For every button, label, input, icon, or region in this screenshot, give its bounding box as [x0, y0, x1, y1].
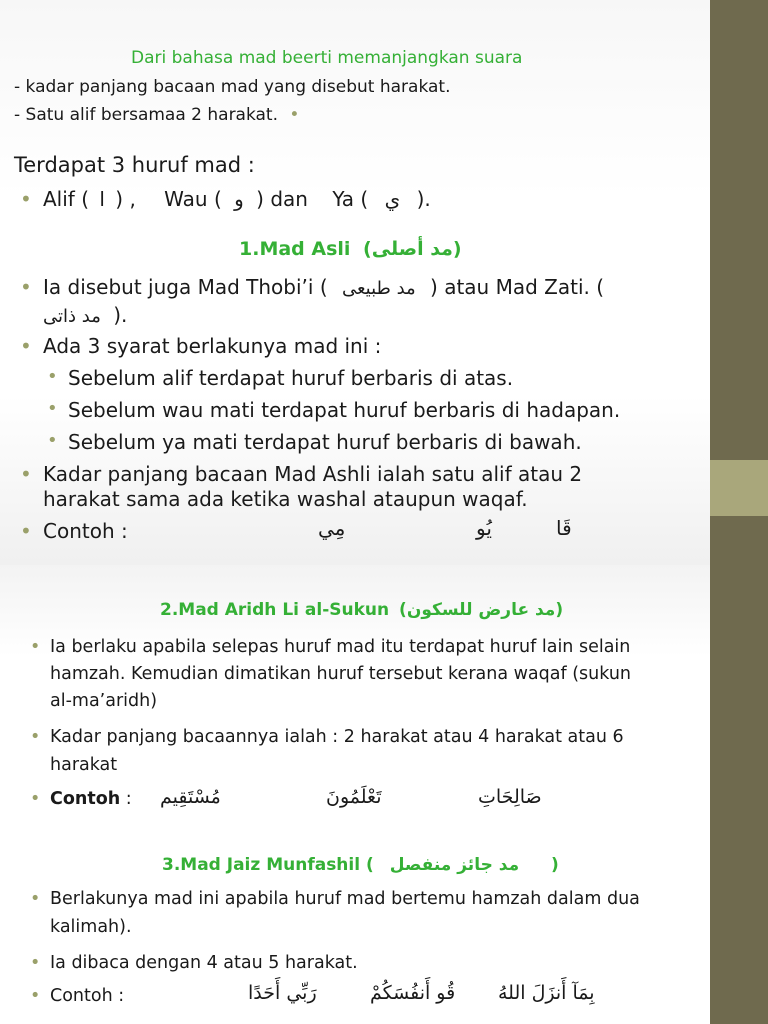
sub-bullet: •	[47, 366, 58, 387]
kadar-line-1: Kadar panjang bacaan Mad Ashli ialah satu alif atau 2	[43, 462, 583, 486]
sidebar-accent-block	[710, 460, 768, 516]
huruf-mad-list: Alif ( ا ) , Wau ( و ) dan Ya ( ي ).	[43, 187, 431, 211]
contoh-yu: يُو	[476, 516, 492, 540]
jaiz-contoh-label: Contoh :	[50, 986, 125, 1006]
jaiz-desc-2: kalimah).	[50, 917, 132, 937]
jaiz-contoh-qu: قُو أَنفُسَكُمْ	[370, 982, 456, 1004]
thobii-line-1: Ia disebut juga Mad Thobi’i ( مد طبيعى ) atau Mad Zati. (	[43, 275, 605, 299]
contoh-qa: قَا	[556, 516, 572, 540]
aridh-contoh-label: Contoh :	[50, 789, 132, 809]
trailing-bullet: •	[289, 105, 300, 125]
contoh-label: Contoh :	[43, 519, 128, 543]
contoh-mi: مِي	[318, 516, 346, 540]
slide-mad-aridh-jaiz	[0, 565, 710, 1024]
aridh-desc-3: al-ma’aridh)	[50, 691, 158, 711]
thobii-line-2: مد ذاتى ).	[43, 303, 128, 327]
aridh-kadar-1: Kadar panjang bacaannya ialah : 2 harakat atau 4 harakat atau 6	[50, 727, 624, 747]
bullet: •	[20, 462, 32, 486]
mad-asli-title: 1.Mad Asli (مد أصلى)	[239, 238, 462, 260]
sub-bullet: •	[47, 430, 58, 451]
bullet: •	[20, 519, 32, 543]
bullet: •	[30, 889, 41, 909]
aridh-kadar-2: harakat	[50, 755, 118, 775]
jaiz-desc-1: Berlakunya mad ini apabila huruf mad bertemu hamzah dalam dua	[50, 889, 640, 909]
bullet: •	[30, 789, 41, 809]
bullet: •	[20, 334, 32, 358]
aridh-contoh-mustaqim: مُسْتَقِيم	[160, 786, 221, 808]
huruf-mad-title: Terdapat 3 huruf mad :	[14, 153, 255, 177]
sub-bullet: •	[47, 398, 58, 419]
intro-line-2: - Satu alif bersamaa 2 harakat. •	[14, 105, 300, 125]
aridh-desc-2: hamzah. Kemudian dimatikan huruf tersebut kerana waqaf (sukun	[50, 664, 632, 684]
bullet: •	[30, 953, 41, 973]
bullet: •	[30, 727, 41, 747]
slide-heading: Dari bahasa mad beerti memanjangkan suara	[131, 48, 523, 68]
jaiz-title: 3.Mad Jaiz Munfashil ( مد جائز منفصل )	[162, 855, 559, 875]
intro-line-1: - kadar panjang bacaan mad yang disebut harakat.	[14, 77, 451, 97]
bullet: •	[20, 275, 32, 299]
aridh-title: 2.Mad Aridh Li al-Sukun (مد عارض للسكون)	[160, 600, 564, 620]
aridh-contoh-salihat: صَالِحَاتِ	[478, 786, 542, 808]
syarat-item-2: Sebelum wau mati terdapat huruf berbaris di hadapan.	[68, 398, 621, 422]
bullet: •	[30, 986, 41, 1006]
jaiz-harakat: Ia dibaca dengan 4 atau 5 harakat.	[50, 953, 358, 973]
kadar-line-2: harakat sama ada ketika washal ataupun waqaf.	[43, 487, 528, 511]
jaiz-contoh-bima: بِمَآ أَنزَلَ اللهُ	[498, 982, 595, 1004]
aridh-contoh-talamun: تَعْلَمُونَ	[326, 786, 382, 808]
syarat-title: Ada 3 syarat berlakunya mad ini :	[43, 334, 382, 358]
bullet: •	[30, 637, 41, 657]
jaiz-contoh-rabbi: رَبِّي أَحَدًا	[248, 982, 317, 1004]
aridh-desc-1: Ia berlaku apabila selepas huruf mad itu terdapat huruf lain selain	[50, 637, 631, 657]
syarat-item-3: Sebelum ya mati terdapat huruf berbaris di bawah.	[68, 430, 582, 454]
bullet: •	[20, 187, 32, 211]
syarat-item-1: Sebelum alif terdapat huruf berbaris di atas.	[68, 366, 514, 390]
